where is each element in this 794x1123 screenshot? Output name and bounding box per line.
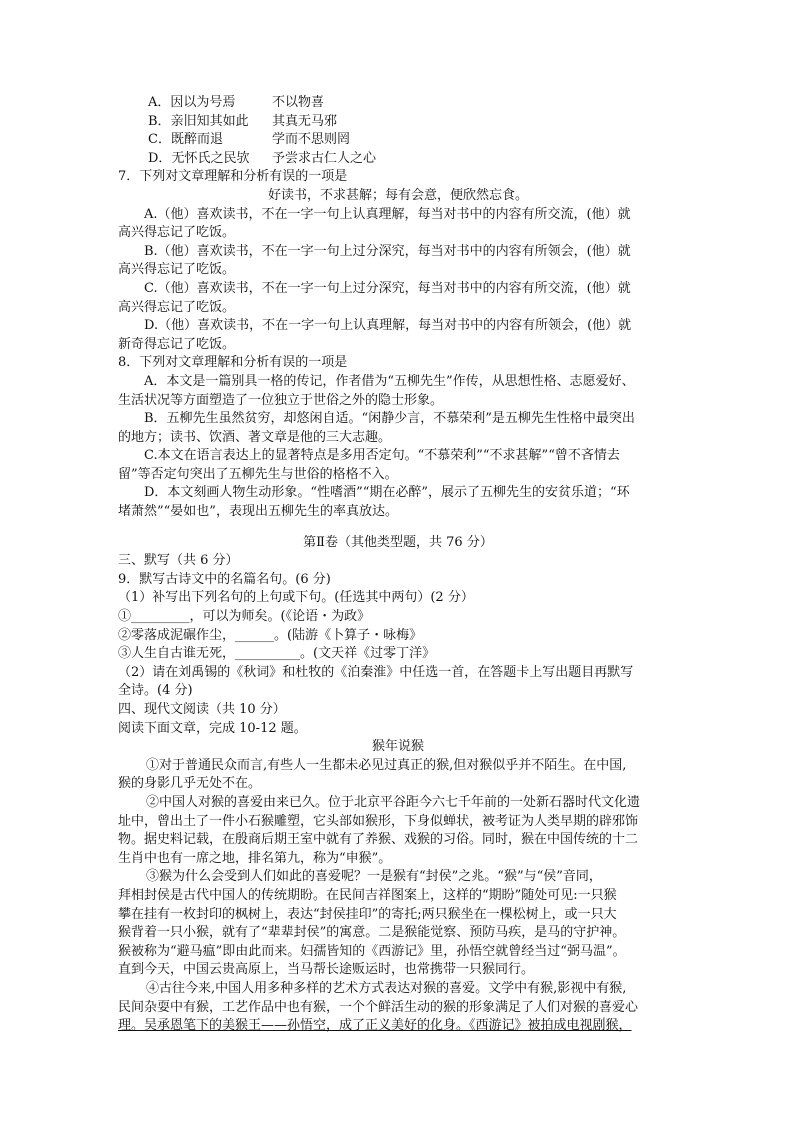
q7-option-d-line1: D.（他）喜欢读书，不在一字一句上认真理解，每当对书中的内容有所领会，(他）就 — [144, 318, 632, 334]
q6-option-c: C．既醉而退 学而不思则罔 — [148, 132, 351, 148]
paragraph-line: 猴被称为“避马瘟”即由此而来。妇孺皆知的《西游记》里，孙悟空就曾经当过“弼马温”。 — [118, 943, 626, 959]
q8 — [118, 354, 678, 521]
paragraph-3 — [118, 868, 678, 980]
q8-option-c-line2: 留”等否定句突出了五柳先生与世俗的格格不入。 — [118, 466, 398, 482]
q7-quote: 好读书，不求甚解；每有会意，便欣然忘食。 — [267, 187, 528, 203]
q9-stem: 9．默写古诗文中的名篇名句。(6 分) — [118, 571, 331, 587]
paragraph-line: 生肖中也有一席之地，排名第九，称为“申猴”。 — [118, 850, 392, 866]
exam-page — [118, 94, 678, 1036]
q7-option-c-line1: C.（他）喜欢读书，不在一字一句上过分深究，每当对书中的内容有所交流，(他）就 — [144, 280, 631, 296]
q8-option-d-line1: D．本文刻画人物生动形象。“性嗜酒”“期在必醉”，展示了五柳先生的安贫乐道；“环 — [144, 485, 630, 501]
q6-option-a: A．因以为号焉 不以物喜 — [148, 95, 325, 110]
q9-sub1: （1）补写出下列名句的上句或下句。(任选其中两句）(2 分） — [118, 590, 474, 606]
q8-option-a-line1: A．本文是一篇别具一格的传记，作者借为“五柳先生”作传，从思想性格、志愿爱好、 — [144, 373, 635, 389]
q8-option-c-line1: C.本文在语言表达上的显著特点是多用否定句。“不慕荣利”“不求甚解”“曾不吝情去 — [144, 448, 620, 464]
q9-item-2: ②零落成泥碾作尘，______。(陆游《卜算子・咏梅》 — [118, 627, 423, 643]
q7-option-d-line2: 新奇得忘记了吃饭。 — [118, 336, 236, 352]
q6-option-d: D．无怀氏之民欤 予尝求古仁人之心 — [148, 150, 377, 166]
q8-option-b-line1: B．五柳先生虽然贫穷，却悠闲自适。“闲静少言，不慕荣利”是五柳先生性格中最突出 — [144, 411, 635, 427]
q8-option-b-line2: 的地方；读书、饮酒、著文章是他的三大志趣。 — [118, 429, 392, 445]
q9-item-3: ③人生自古谁无死，__________。(文天祥《过零丁洋》 — [118, 646, 436, 662]
q9-item-1: ①_________，可以为师矣。(《论语・为政》 — [118, 609, 371, 625]
paragraph-4 — [118, 980, 678, 1036]
paragraph-line: 猴背着一只小猴，就有了“辈辈封侯”的寓意。二是猴能觉察、预防马疾，是马的守护神。 — [118, 925, 626, 941]
paragraph-line: 民间杂耍中有猴，工艺作品中也有猴，一个个鲜活生动的猴的形象满足了人们对猴的喜爱心 — [118, 999, 639, 1015]
q7-option-c-line2: 高兴得忘记了吃饭。 — [118, 299, 236, 315]
q7-option-b-line2: 高兴得忘记了吃饭。 — [118, 262, 236, 278]
q8-option-a-line2: 生活状况等方面塑造了一位独立于世俗之外的隐士形象。 — [118, 392, 444, 408]
paragraph-line: 拜相封侯是古代中国人的传统期盼。在民间吉祥图案上，这样的“期盼”随处可见:一只猴 — [118, 887, 617, 903]
paragraph-line: 攀在挂有一枚封印的枫树上，表达“封侯挂印”的寄托;两只猴坐在一棵松树上，或一只大 — [118, 906, 617, 922]
paragraph-line: 物。据史料记载，在殷商后期王室中就有了养猴、戏猴的习俗。同时，猴在中国传统的十二 — [118, 832, 639, 848]
q7-stem: 7．下列对文章理解和分析有误的一项是 — [118, 169, 348, 185]
paragraph-line: 猴的身影几乎无处不在。 — [118, 776, 262, 792]
paragraph-line: ③猴为什么会受到人们如此的喜爱呢？一是猴有“封侯”之兆。“猴”与“侯”音同， — [146, 869, 602, 885]
section3 — [118, 552, 678, 701]
paragraph-line: 理。吴承恩笔下的美猴王——孙悟空，成了正义美好的化身。《西游记》被拍成电视剧猴， — [118, 1018, 632, 1034]
reading-instruction: 阅读下面文章，完成 10-12 题。 — [118, 720, 307, 736]
paragraph-2 — [118, 794, 678, 868]
section4 — [118, 701, 678, 1036]
q9-sub2-line1: （2）请在刘禹锡的《秋词》和杜牧的《泊秦淮》中任选一首，在答题卡上写出题目再默写 — [118, 664, 634, 680]
section3-heading: 三、默写（共 6 分） — [118, 553, 239, 569]
paragraph-line: ②中国人对猴的喜爱由来已久。位于北京平谷距今六七千年前的一处新石器时代文化遗 — [146, 794, 641, 810]
article-title: 猴年说猴 — [371, 739, 424, 755]
q7-option-a-line2: 高兴得忘记了吃饭。 — [118, 225, 236, 241]
q7-option-a-line1: A.（他）喜欢读书，不在一字一句上认真理解，每当对书中的内容有所交流，(他）就 — [144, 206, 631, 222]
paragraph-line: ①对于普通民众而言,有些人一生都未必见过真正的猴,但对猴似乎并不陌生。在中国, — [146, 757, 627, 773]
q7 — [118, 168, 678, 354]
q8-stem: 8．下列对文章理解和分析有误的一项是 — [118, 355, 348, 371]
spacer — [118, 522, 678, 534]
q6-options — [118, 94, 678, 168]
part2-title: 第Ⅱ卷（其他类型题，共 76 分） — [303, 534, 493, 550]
paragraph-line: 直到今天，中国云贵高原上，当马帮长途贩运时，也常携带一只猴同行。 — [118, 962, 535, 978]
paragraph-line: 址中，曾出土了一件小石猴雕塑，它头部如猴形，下身似蝉状，被考证为人类早期的辟邪饰 — [118, 813, 639, 829]
paragraph-1 — [118, 757, 678, 794]
q8-option-d-line2: 堵萧然”“晏如也”，表现出五柳先生的率真放达。 — [118, 504, 398, 520]
paragraph-line: ④古往今来,中国人用多种多样的艺术方式表达对猴的喜爱。文学中有猴,影视中有猴, — [146, 980, 627, 996]
q9-sub2-line2: 全诗。(4 分) — [118, 683, 193, 699]
q7-option-b-line1: B.（他）喜欢读书，不在一字一句上过分深究，每当对书中的内容有所领会，(他）就 — [144, 243, 631, 259]
section4-heading: 四、现代文阅读（共 10 分） — [118, 702, 286, 717]
q6-option-b: B．亲旧知其如此 其真无马邪 — [148, 113, 338, 129]
